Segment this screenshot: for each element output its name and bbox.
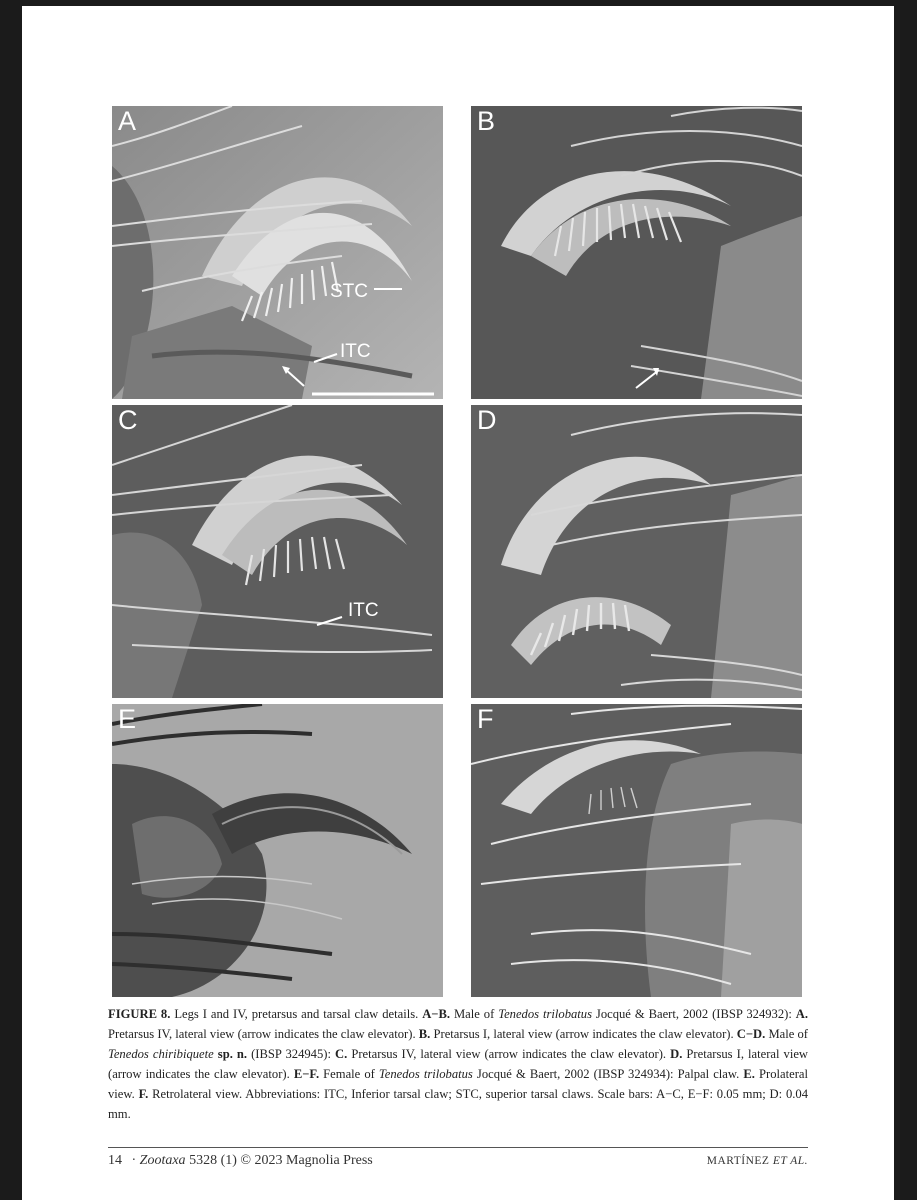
et-al: ET AL.	[772, 1155, 808, 1167]
panel-a	[112, 106, 443, 399]
caption-text: Pretarsus I, lateral view (arrow indicates the claw elevator).	[430, 1027, 737, 1041]
page-number: 14	[108, 1153, 122, 1168]
running-author	[707, 1155, 808, 1167]
caption-text: Pretarsus IV, lateral view (arrow indicates the claw elevator).	[108, 1027, 419, 1041]
species-name: Tenedos chiribiquete	[108, 1047, 214, 1061]
caption-panel-ref: A−B.	[422, 1007, 451, 1021]
panel-e	[112, 704, 443, 997]
panel-label: C	[118, 405, 138, 435]
panel-c	[112, 405, 443, 698]
caption-text: (IBSP 324945):	[247, 1047, 336, 1061]
annotation-itc: ITC	[348, 600, 379, 621]
panel-c-sem-image	[112, 405, 443, 698]
annotation-itc: ITC	[340, 341, 371, 362]
caption-panel-ref: B.	[418, 1027, 431, 1041]
figure-plate	[112, 106, 802, 998]
panel-f	[471, 704, 802, 997]
caption-text: Pretarsus IV, lateral view (arrow indicates the claw elevator).	[347, 1047, 671, 1061]
panel-a-sem-image	[112, 106, 443, 399]
journal-name: Zootaxa	[139, 1153, 186, 1168]
caption-text: Female of	[319, 1067, 379, 1081]
panel-label: A	[118, 106, 137, 136]
footer-citation: 14 · Zootaxa 5328 (1) © 2023 Magnolia Press	[108, 1153, 373, 1168]
panel-b	[471, 106, 802, 399]
caption-panel-ref: E.	[743, 1067, 755, 1081]
journal-issue: 5328 (1) © 2023 Magnolia Press	[189, 1153, 373, 1168]
panel-e-sem-image	[112, 704, 443, 997]
document-page	[22, 6, 894, 1200]
caption-panel-ref: C.	[335, 1047, 348, 1061]
caption-text: Male of	[450, 1007, 499, 1021]
caption-text: Pretarsus I, lateral view (arrow indicates the claw elevator).	[108, 1047, 809, 1081]
figure-caption	[108, 1004, 808, 1124]
panel-d-sem-image	[471, 405, 802, 698]
new-species-marker: sp. n.	[217, 1047, 248, 1061]
panel-label: B	[477, 106, 496, 136]
caption-panel-ref: C−D.	[736, 1027, 766, 1041]
caption-text: Male of	[765, 1027, 808, 1041]
panel-d	[471, 405, 802, 698]
caption-text: Jocqué & Baert, 2002 (IBSP 324934): Palpal claw.	[472, 1067, 744, 1081]
panel-label: D	[477, 405, 497, 435]
caption-text: Jocqué & Baert, 2002 (IBSP 324932):	[591, 1007, 796, 1021]
species-name: Tenedos trilobatus	[378, 1067, 473, 1081]
annotation-stc: STC	[330, 281, 368, 302]
author-name: MARTÍNEZ	[706, 1155, 770, 1167]
species-name: Tenedos trilobatus	[498, 1007, 592, 1021]
caption-text: Legs I and IV, pretarsus and tarsal claw details.	[170, 1007, 423, 1021]
caption-text: Retrolateral view. Abbreviations: ITC, Inferior tarsal claw; STC, superior tarsal claws. Scale bars: A−C, E−F: 0.05 mm; D: 0.04 mm.	[108, 1087, 808, 1121]
figure-label: FIGURE 8.	[108, 1007, 171, 1021]
panel-b-sem-image	[471, 106, 802, 399]
caption-panel-ref: D.	[670, 1047, 683, 1061]
panel-label: E	[118, 704, 137, 734]
footer-rule	[108, 1147, 808, 1148]
caption-panel-ref: E−F.	[293, 1067, 320, 1081]
caption-text: Prolateral view.	[108, 1067, 808, 1101]
panel-f-sem-image	[471, 704, 802, 997]
caption-panel-ref: A.	[795, 1007, 809, 1021]
caption-panel-ref: F.	[138, 1087, 149, 1101]
panel-label: F	[477, 704, 494, 734]
